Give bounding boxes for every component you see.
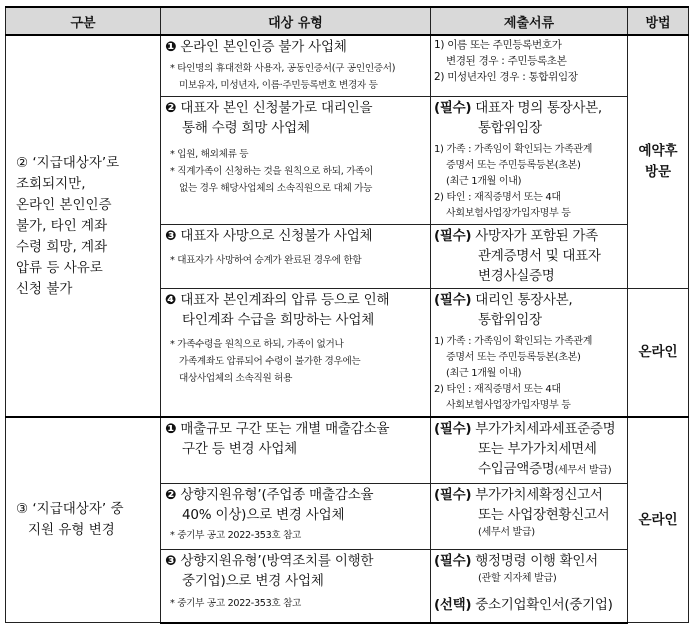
type-note: * 중기부 공고 2022-353호 참고 (170, 598, 302, 609)
docs-main-text: 통합위임장 (478, 120, 542, 136)
docs-main (434, 551, 624, 571)
category-line: 신청 불가 (16, 280, 73, 297)
docs-main-text: 부가가치세과세표준증명 (475, 421, 616, 437)
docs-main-text: 중소기업확인서(중기업) (475, 597, 613, 613)
number-badge-icon: ❹ (165, 292, 177, 308)
type-title-text: 상향지원유형’(주업종 매출감소율 (180, 487, 374, 503)
header-row (6, 7, 689, 35)
type-title (165, 419, 426, 439)
method-label: 온라인 (638, 511, 678, 528)
docs-cell (431, 35, 628, 97)
type-title-text: 대표자 본인계좌의 압류 등으로 인해 (180, 292, 390, 308)
type-note: 미보유자, 미성년자, 이름·주민등록번호 변경자 등 (179, 80, 378, 91)
type-title (165, 226, 426, 246)
category-line: 압류 등 사유로 (16, 259, 103, 276)
type-title-text: 매출규모 구간 또는 개별 매출감소율 (180, 421, 390, 437)
docs-suffix: (세무서 발급) (554, 465, 612, 476)
table-row (6, 417, 689, 484)
type-title (165, 551, 426, 571)
category-line: ② ‘지급대상자’로 (16, 154, 120, 171)
docs-main-text: 또는 사업장현황신고서 (478, 507, 610, 523)
type-title-text: 상향지원유형’(방역조치를 이행한 (180, 553, 374, 569)
type-note: * 입원, 해외체류 등 (170, 149, 249, 160)
docs-main-text: 통합위임장 (478, 312, 542, 328)
docs-main-text: 대표자 명의 통장사본, (475, 100, 602, 116)
required-tag: (필수) (434, 100, 472, 116)
docs-sub-line: 2) 타인 : 재직증명서 또는 4대 (434, 192, 561, 203)
number-badge-icon: ❷ (165, 487, 177, 503)
method-cell (628, 417, 689, 623)
docs-main-text: 행정명령 이행 확인서 (475, 553, 598, 569)
type-note: * 가족수령을 원칙으로 하되, 가족이 없거나 (170, 339, 344, 350)
type-title (165, 37, 426, 57)
required-tag: (필수) (434, 421, 472, 437)
header-category: 구분 (6, 7, 161, 35)
docs-main-text: 대리인 통장사본, (475, 292, 573, 308)
docs-main-text: 관계증명서 및 대표자 (478, 248, 601, 264)
docs-sub-line: 증명서 또는 주민등록등본(초본) (446, 352, 581, 363)
docs-sub-line: 1) 가족 : 가족임이 확인되는 가족관계 (434, 336, 593, 347)
type-note: * 타인명의 휴대전화 사용자, 공동인증서(구 공인인증서) (170, 63, 396, 74)
type-cell (161, 97, 431, 225)
required-tag: (필수) (434, 553, 472, 569)
docs-main-text: 수입금액증명 (478, 461, 555, 477)
docs-main (434, 459, 624, 481)
docs-sub-line: 사회보험사업장가입자명부 등 (446, 400, 571, 411)
number-badge-icon: ❶ (165, 39, 177, 55)
number-badge-icon: ❶ (165, 421, 177, 437)
docs-main (434, 419, 624, 439)
type-title-text: 40% 이상)으로 변경 사업체 (182, 507, 345, 523)
docs-cell (431, 550, 628, 623)
type-note: * 직계가족이 신청하는 것을 원칙으로 하되, 가족이 (170, 166, 374, 177)
type-cell (161, 417, 431, 484)
category-line: 불가, 타인 계좌 (16, 217, 108, 234)
required-tag: (필수) (434, 487, 472, 503)
docs-main (434, 226, 624, 246)
header-method: 방법 (628, 7, 689, 35)
number-badge-icon: ❸ (165, 553, 177, 569)
type-note: 대상사업체의 소속직원 허용 (179, 373, 293, 384)
method-cell (628, 289, 689, 418)
method-label: 온라인 (638, 344, 678, 360)
type-title (165, 290, 426, 310)
type-note: * 중기부 공고 2022-353호 참고 (170, 530, 302, 541)
type-cell (161, 35, 431, 97)
type-note: 없는 경우 해당사업체의 소속직원으로 대체 가능 (179, 183, 373, 194)
number-badge-icon: ❷ (165, 100, 177, 116)
docs-sub-line: 사회보험사업장가입자명부 등 (446, 208, 571, 219)
optional-tag: (선택) (434, 597, 472, 613)
type-title-text: 구간 등 변경 사업체 (182, 441, 298, 457)
category-line: 조회되지만, (16, 175, 86, 192)
docs-main-text: 변경사실증명 (478, 268, 555, 284)
category-line: ③ ‘지급대상자’ 중 (16, 501, 124, 517)
type-title (165, 98, 426, 118)
docs-main (434, 595, 624, 615)
category-line: 온라인 본인인증 (16, 196, 112, 213)
type-title-text: 중기업)으로 변경 사업체 (182, 573, 324, 589)
table-row (6, 35, 689, 97)
type-title-text: 대표자 본인 신청불가로 대리인을 (180, 100, 373, 116)
type-title-text: 대표자 사망으로 신청불가 사업체 (180, 228, 373, 244)
docs-main (434, 98, 624, 118)
type-cell (161, 550, 431, 623)
type-title-text: 온라인 본인인증 불가 사업체 (180, 39, 347, 55)
type-title-text: 통해 수령 희망 사업체 (182, 120, 310, 136)
docs-sub-line: 1) 가족 : 가족임이 확인되는 가족관계 (434, 144, 593, 155)
category-cell (6, 417, 161, 623)
docs-sub-line: 변경된 경우 : 주민등록초본 (446, 55, 567, 67)
type-note: 가족계좌도 압류되어 수령이 불가한 경우에는 (179, 356, 361, 367)
category-cell (6, 35, 161, 417)
docs-sub-line: (최근 1개월 이내) (446, 176, 522, 187)
docs-sub-line: (최근 1개월 이내) (446, 368, 522, 379)
docs-sub-line: 증명서 또는 주민등록등본(초본) (446, 160, 581, 171)
docs-main-text: 또는 부가가치세면세 (478, 441, 597, 457)
type-title (165, 485, 426, 505)
docs-sub-line: 1) 이름 또는 주민등록번호가 (434, 39, 562, 51)
docs-main-text: 사망자가 포함된 가족 (475, 228, 598, 244)
required-tag: (필수) (434, 228, 472, 244)
main-table (5, 6, 689, 624)
docs-main-text: 부가가치세확정신고서 (475, 487, 603, 503)
docs-sub-line: (세무서 발급) (478, 527, 535, 538)
header-type: 대상 유형 (161, 7, 431, 35)
category-line: 지원 유형 변경 (28, 522, 115, 538)
category-line: 수령 희망, 계좌 (16, 238, 108, 255)
type-cell (161, 484, 431, 550)
type-title-text: 타인계좌 수급을 희망하는 사업체 (182, 312, 375, 328)
docs-sub-line: 2) 미성년자인 경우 : 통합위임장 (434, 71, 578, 83)
method-cell (628, 35, 689, 289)
docs-sub-line: 2) 타인 : 재직증명서 또는 4대 (434, 384, 561, 395)
docs-cell (431, 484, 628, 550)
docs-cell (431, 97, 628, 225)
method-label: 방문 (644, 164, 672, 180)
number-badge-icon: ❸ (165, 228, 177, 244)
docs-cell (431, 225, 628, 289)
docs-sub-line: (관할 지자체 발급) (478, 573, 557, 584)
type-note: * 대표자가 사망하여 승계가 완료된 경우에 한함 (170, 255, 362, 266)
docs-cell (431, 417, 628, 484)
docs-cell (431, 289, 628, 418)
type-cell (161, 225, 431, 289)
method-label: 예약후 (638, 143, 678, 159)
docs-main (434, 290, 624, 310)
required-tag: (필수) (434, 292, 472, 308)
type-cell (161, 289, 431, 418)
header-documents: 제출서류 (431, 7, 628, 35)
docs-main (434, 485, 624, 505)
